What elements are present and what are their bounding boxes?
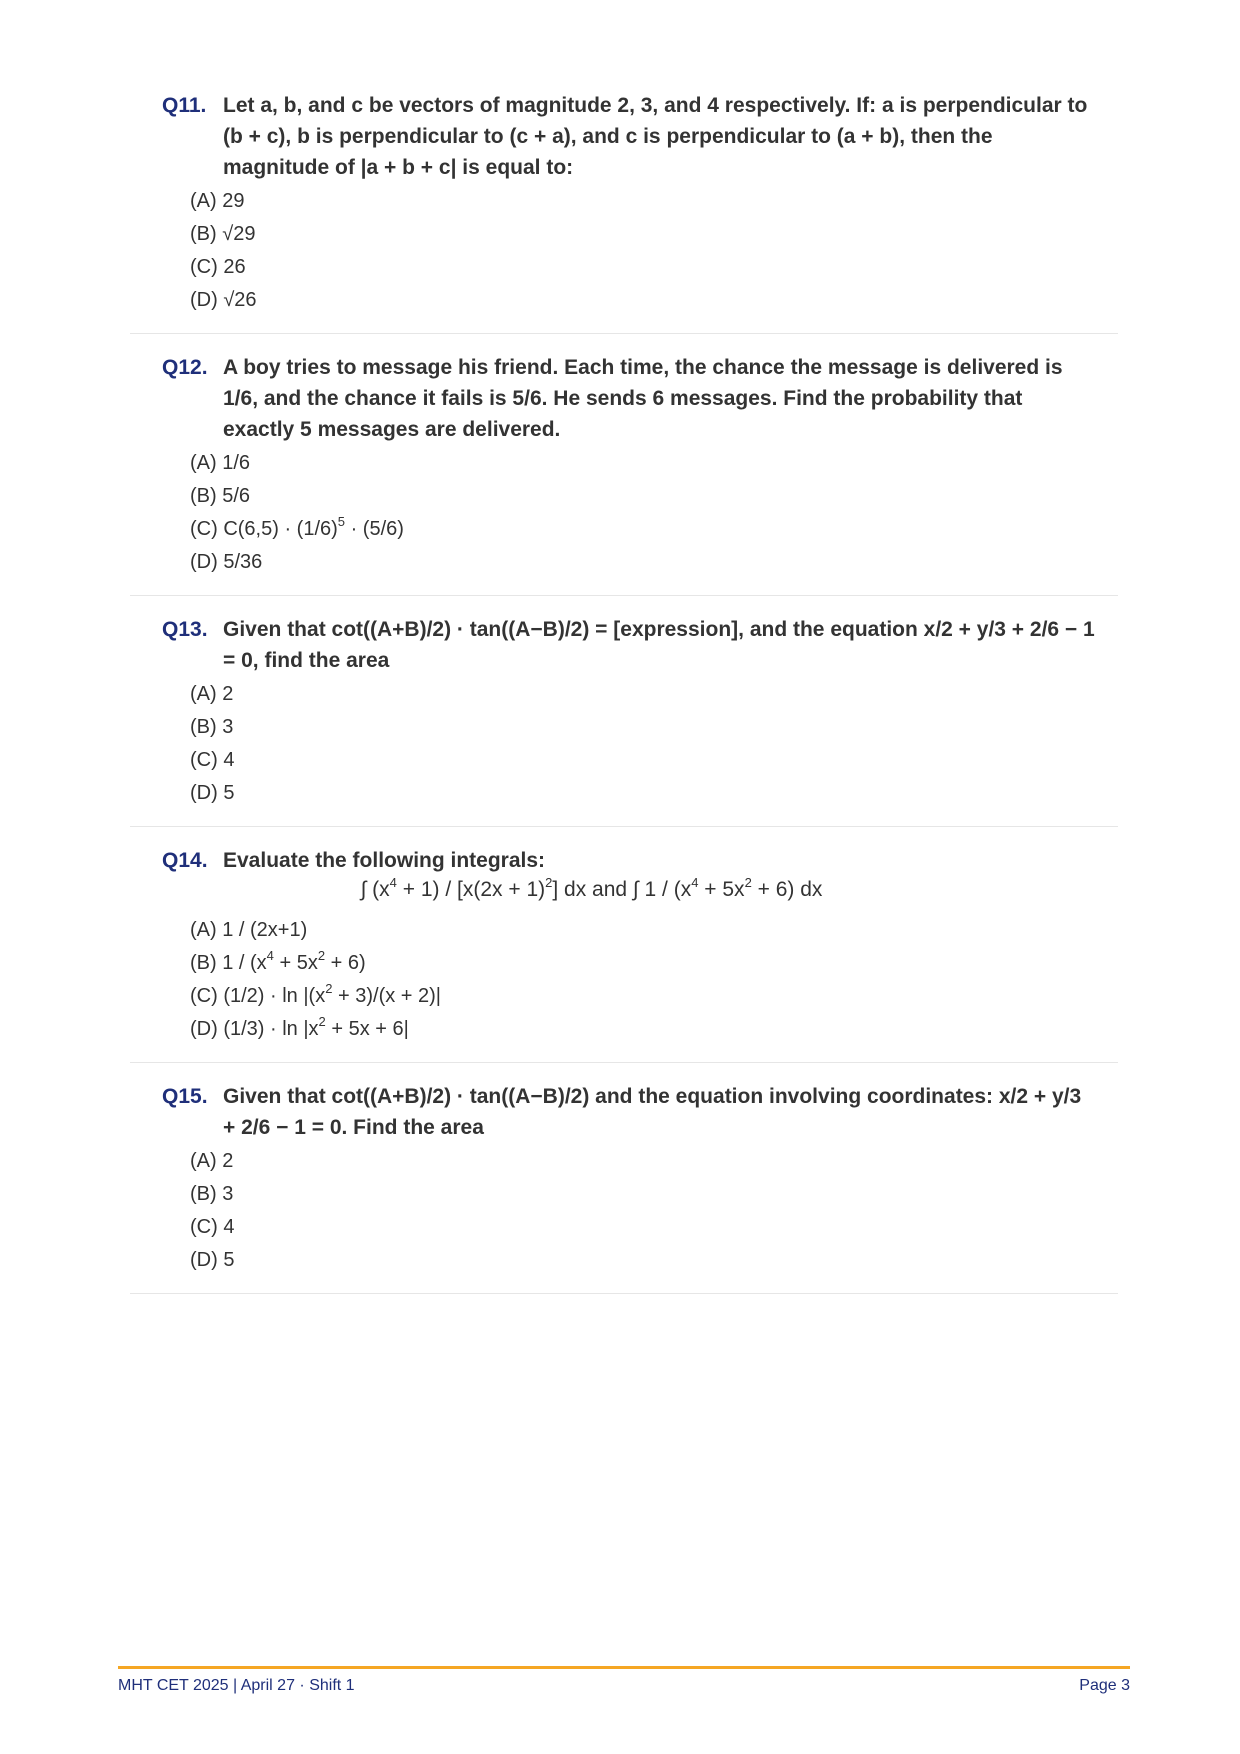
option-b: (B) 5/6 [190,485,251,507]
option-a: (A) 1 / (2x+1) [190,919,308,941]
footer-exam-label: MHT CET 2025 | April 27 · Shift 1 [118,1677,355,1694]
question-list [130,90,1118,1312]
options-list [130,185,1118,317]
option-b: (B) 3 [190,716,234,738]
options-list [130,678,1118,810]
question-number: Q15. [162,1085,208,1108]
question-text: Evaluate the following integrals: [223,849,546,872]
option-c: (C) 4 [190,1216,235,1238]
options-list [130,1145,1118,1277]
option-c: (C) $(1/2) \cdot \ln |(x^2 + 3)/(x + 2)|$ [190,981,442,1007]
question-15 [130,1081,1118,1294]
question-header [130,845,1118,876]
question-header [130,614,1118,676]
question-13 [130,614,1118,827]
option-d: (D) 5 [190,1249,235,1271]
question-11 [130,90,1118,334]
option-b: (B) 3 [190,1183,234,1205]
question-number: Q11. [162,94,207,117]
option-b: (B) √29 [190,223,256,245]
question-14 [130,845,1118,1063]
options-list [130,447,1118,579]
question-number: Q12. [162,356,208,379]
option-a: (A) 2 [190,683,234,705]
question-text: Let a, b, and c be vectors of magnitude 2, 3, and 4 respectively. If: a is perpendicular to (b + c), b is perpendicular to (c + a), and c is perpendicular to (a + b), then the magnitude of |a + b + c| is equal to: [223,94,1088,179]
option-d: (D) $(1/3) \cdot \ln |x^2 + 5x + 6|$ [190,1014,409,1040]
question-header [130,1081,1118,1143]
option-d: (D) √26 [190,289,257,311]
option-d: (D) 5/36 [190,551,263,573]
option-c: (C) 4 [190,749,235,771]
question-number: Q13. [162,618,208,641]
question-number: Q14. [162,849,208,872]
options-list [130,914,1118,1046]
option-a: (A) 1/6 [190,452,251,474]
question-text: Given that cot((A+B)/2) · tan((A−B)/2) and the equation involving coordinates: x/2 + y/3 + 2/6 − 1 = 0. Find the area [223,1085,1082,1139]
option-a: (A) 2 [190,1150,234,1172]
question-header [130,352,1118,445]
option-a: (A) 29 [190,190,245,212]
option-d: (D) 5 [190,782,235,804]
footer-page-number: Page 3 [1079,1677,1130,1694]
question-text: Given that cot((A+B)/2) · tan((A−B)/2) = [expression], and the equation x/2 + y/3 + 2/6 − 1 = 0, find the area [223,618,1095,672]
option-c: (C) $C(6,5) \cdot (1/6)^5 \cdot (5/6)$ [190,514,404,540]
question-text: A boy tries to message his friend. Each time, the chance the message is delivered is 1/6, and the chance it fails is 5/6. He sends 6 messages. Find the probability that exactly 5 messages are delivered. [223,356,1063,441]
question-12 [130,352,1118,596]
question-header [130,90,1118,183]
page-footer [118,1666,1130,1694]
integral-formula: ∫ $(x^4 + 1) / [x(2x + 1)^2]$ dx and ∫ $1 / (x^4 + 5x^2 + 6)$ dx [360,875,823,901]
option-b: (B) $1 / (x^4 + 5x^2 + 6)$ [190,948,366,974]
option-c: (C) 26 [190,256,246,278]
